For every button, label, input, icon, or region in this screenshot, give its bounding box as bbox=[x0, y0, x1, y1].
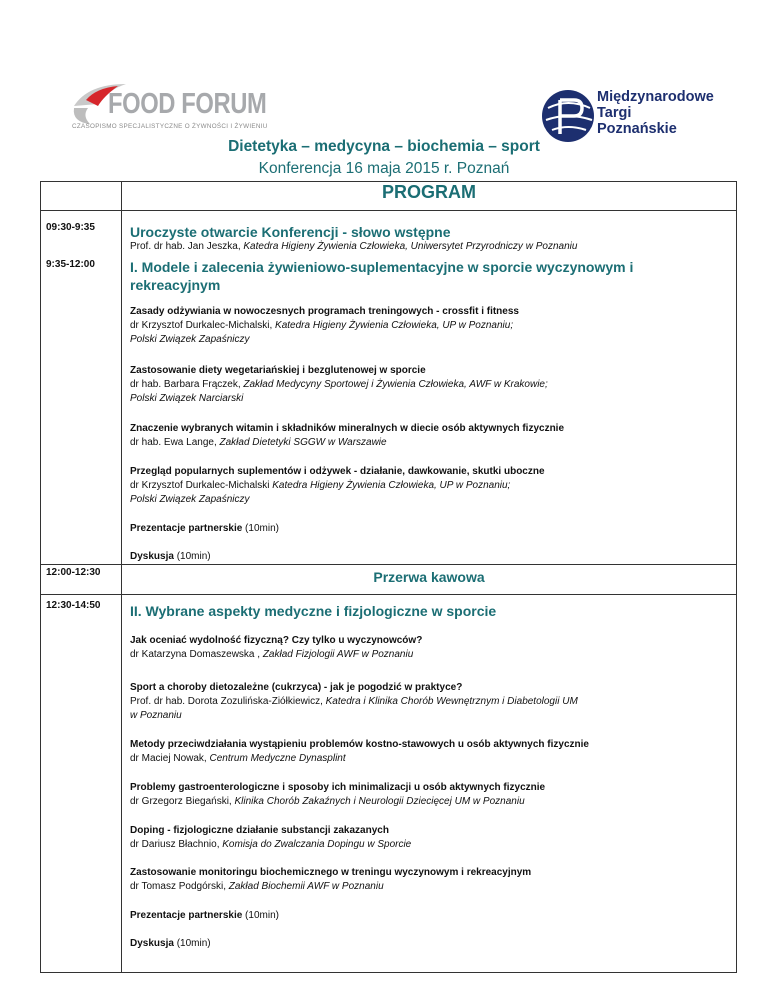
slot-time: 12:30-14:50 bbox=[46, 600, 101, 611]
partner-label: Prezentacje partnerskie bbox=[130, 910, 243, 921]
talk-topic: Sport a choroby dietozależne (cukrzyca) - jak je pogodzić w praktyce? bbox=[130, 682, 463, 693]
discussion-label: Dyskusja bbox=[130, 938, 174, 949]
mtp-logo-line: Międzynarodowe bbox=[597, 89, 714, 105]
duration: (10min) bbox=[242, 523, 279, 534]
slot-title: Uroczyste otwarcie Konferencji - słowo wstępne bbox=[130, 224, 451, 240]
food-forum-tagline: CZASOPISMO SPECJALISTYCZNE O ŻYWNOŚCI I ŻYWIENIU bbox=[72, 123, 268, 130]
program-heading: PROGRAM bbox=[382, 182, 476, 202]
talk-item bbox=[130, 824, 690, 852]
talk-topic: Problemy gastroenterologiczne i sposoby ich minimalizacji u osób aktywnych fizycznie bbox=[130, 782, 546, 793]
talk-item bbox=[130, 681, 690, 723]
speaker-name: dr Maciej Nowak, bbox=[130, 753, 210, 764]
duration: (10min) bbox=[242, 910, 279, 921]
conference-subtitle: Konferencja 16 maja 2015 r. Poznań bbox=[258, 160, 510, 177]
mtp-logo-line: Poznańskie bbox=[597, 121, 677, 137]
speaker-name: dr hab. Ewa Lange, bbox=[130, 437, 220, 448]
speaker-line bbox=[130, 240, 690, 254]
duration: (10min) bbox=[173, 938, 211, 949]
affiliation: Centrum Medyczne Dynasplint bbox=[209, 753, 346, 764]
talk-item bbox=[130, 866, 690, 894]
talk-topic: Zastosowanie monitoringu biochemicznego w treningu wyczynowym i rekreacyjnym bbox=[130, 867, 532, 878]
mtp-logo-text bbox=[597, 89, 714, 137]
talk-item bbox=[130, 422, 690, 450]
discussion bbox=[130, 937, 690, 951]
talk-item bbox=[130, 465, 690, 507]
discussion bbox=[130, 550, 690, 564]
affiliation: Katedra Higieny Żywienia Człowieka, Uniwersytet Przyrodniczy w Poznaniu bbox=[243, 241, 578, 252]
slot-time: 9:35-12:00 bbox=[46, 259, 95, 270]
header-logos bbox=[0, 0, 768, 140]
affiliation: Katedra i Klinika Chorób Wewnętrznym i Diabetologii UM bbox=[325, 696, 578, 707]
speaker-name: dr hab. Barbara Frączek, bbox=[130, 379, 244, 390]
affiliation: Zakład Dietetyki SGGW w Warszawie bbox=[219, 437, 387, 448]
speaker-name: dr Dariusz Błachnio, bbox=[130, 839, 223, 850]
partner-label: Prezentacje partnerskie bbox=[130, 523, 243, 534]
partner-presentations bbox=[130, 909, 690, 923]
affiliation: Polski Związek Zapaśniczy bbox=[130, 494, 250, 505]
speaker-name: Prof. dr hab. Dorota Zozulińska-Ziółkiewicz, bbox=[130, 696, 326, 707]
duration: (10min) bbox=[173, 551, 211, 562]
affiliation: Zakład Medycyny Sportowej i Żywienia Człowieka, AWF w Krakowie; bbox=[243, 379, 548, 390]
affiliation: Zakład Fizjologii AWF w Poznaniu bbox=[262, 649, 414, 660]
speaker-name: Prof. dr hab. Jan Jeszka, bbox=[130, 241, 244, 252]
talk-item bbox=[130, 364, 690, 406]
session-title: II. Wybrane aspekty medyczne i fizjologiczne w sporcie bbox=[130, 603, 497, 619]
affiliation: Katedra Higieny Żywienia Człowieka, UP w Poznaniu; bbox=[272, 480, 511, 491]
coffee-break-title: Przerwa kawowa bbox=[373, 569, 485, 585]
talk-topic: Doping - fizjologiczne działanie substancji zakazanych bbox=[130, 825, 389, 836]
speaker-name: dr Tomasz Podgórski, bbox=[130, 881, 229, 892]
affiliation: Katedra Higieny Żywienia Człowieka, UP w Poznaniu; bbox=[275, 320, 514, 331]
slot-time: 09:30-9:35 bbox=[46, 222, 95, 233]
affiliation: Klinika Chorób Zakaźnych i Neurologii Dziecięcej UM w Poznaniu bbox=[234, 796, 525, 807]
speaker-name: dr Grzegorz Biegański, bbox=[130, 796, 235, 807]
speaker-name: dr Krzysztof Durkalec-Michalski, bbox=[130, 320, 276, 331]
talk-topic: Znaczenie wybranych witamin i składników mineralnych w diecie osób aktywnych fizycznie bbox=[130, 423, 565, 434]
affiliation: Zakład Biochemii AWF w Poznaniu bbox=[228, 881, 384, 892]
mtp-logo-line: Targi bbox=[597, 105, 632, 121]
talk-item bbox=[130, 634, 690, 662]
talk-item bbox=[130, 781, 690, 809]
session-title: I. Modele i zalecenia żywieniowo-suplementacyjne w sporcie wyczynowym i rekreacyjnym bbox=[130, 259, 634, 293]
talk-item bbox=[130, 305, 690, 347]
food-forum-logo-text: FOOD FORUM bbox=[108, 88, 267, 120]
table-divider bbox=[40, 594, 737, 595]
speaker-name: dr Krzysztof Durkalec-Michalski bbox=[130, 480, 273, 491]
conference-title: Dietetyka – medycyna – biochemia – sport bbox=[228, 138, 540, 155]
talk-topic: Jak oceniać wydolność fizyczną? Czy tylko u wyczynowców? bbox=[130, 635, 423, 646]
discussion-label: Dyskusja bbox=[130, 551, 174, 562]
talk-item bbox=[130, 738, 690, 766]
speaker-name: dr Katarzyna Domaszewska , bbox=[130, 649, 263, 660]
table-divider bbox=[40, 210, 737, 211]
affiliation: Polski Związek Narciarski bbox=[130, 393, 244, 404]
talk-topic: Metody przeciwdziałania wystąpieniu problemów kostno-stawowych u osób aktywnych fizycznie bbox=[130, 739, 589, 750]
talk-topic: Zastosowanie diety wegetariańskiej i bezglutenowej w sporcie bbox=[130, 365, 426, 376]
affiliation: Komisja do Zwalczania Dopingu w Sporcie bbox=[222, 839, 412, 850]
affiliation: w Poznaniu bbox=[130, 710, 182, 721]
slot-time: 12:00-12:30 bbox=[46, 567, 101, 578]
talk-topic: Zasady odżywiania w nowoczesnych programach treningowych - crossfit i fitness bbox=[130, 306, 519, 317]
table-divider bbox=[40, 564, 737, 565]
partner-presentations bbox=[130, 522, 690, 536]
affiliation: Polski Związek Zapaśniczy bbox=[130, 334, 250, 345]
talk-topic: Przegląd popularnych suplementów i odżywek - działanie, dawkowanie, skutki uboczne bbox=[130, 466, 545, 477]
